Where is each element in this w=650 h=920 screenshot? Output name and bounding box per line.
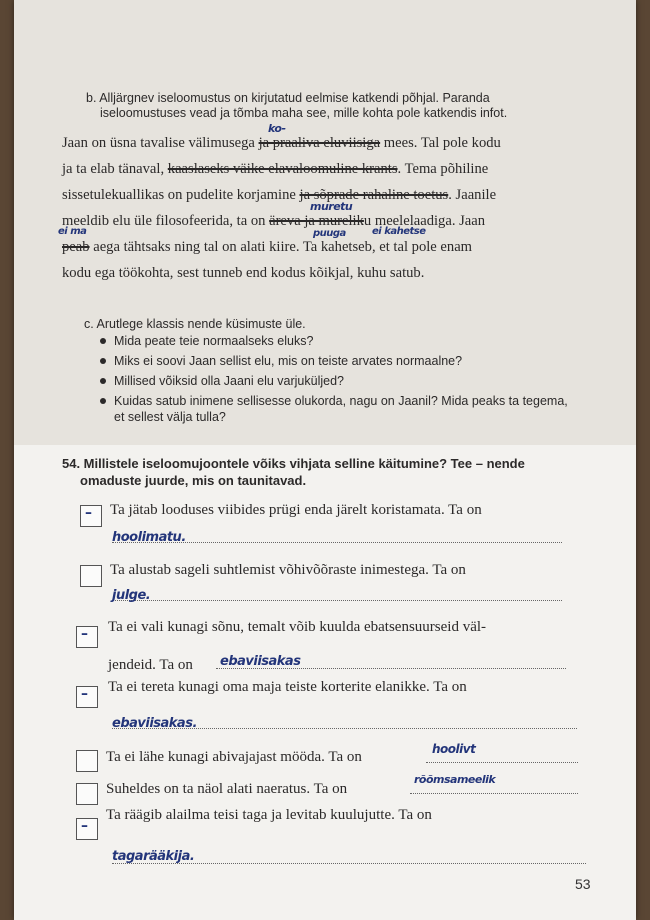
text-segment: meeldib elu üle filosofeerida, ta on	[62, 213, 266, 229]
handwritten-answer[interactable]: hoolivt	[432, 742, 476, 756]
dash-mark: –	[81, 626, 88, 642]
handwritten-edit: ei kahetse	[372, 226, 426, 237]
section-b-line1: b. Alljärgnev iseloomustus on kirjutatud eelmise katkendi põhjal. Paranda	[86, 91, 490, 105]
handwritten-answer[interactable]: tagarääkija.	[112, 849, 195, 864]
text-segment: Jaan on üsna tavalise välimusega	[62, 135, 255, 151]
handwritten-edit: puuga	[313, 228, 346, 239]
answer-line	[410, 793, 578, 794]
struck-text: äreva ja murelik	[269, 213, 364, 229]
section-c-title: c. Arutlege klassis nende küsimuste üle.	[84, 317, 306, 331]
text-segment: sissetulekuallikas on pudelite korjamine	[62, 187, 296, 203]
text-segment: u meelelaadiga. Jaan	[363, 213, 486, 229]
answer-checkbox[interactable]	[76, 750, 98, 772]
struck-text: kaaslaseks väike elavaloomuline krants	[167, 161, 398, 177]
answer-checkbox[interactable]	[76, 783, 98, 805]
handwritten-answer[interactable]: hoolimatu.	[112, 530, 186, 545]
section-b-line2: iseloomustuses vead ja tõmba maha see, mille kohta pole katkendis infot.	[100, 106, 508, 120]
text-segment: mees. Tal pole kodu	[383, 135, 501, 151]
handwritten-edit: ei ma	[58, 226, 87, 237]
exercise-sentence: Ta räägib alailma teisi taga ja levitab kuulujutte. Ta on	[106, 807, 432, 823]
answer-checkbox[interactable]	[76, 818, 98, 840]
text-segment: ja ta elab tänaval,	[62, 161, 165, 177]
exercise-sentence: Ta ei lähe kunagi abivajajast mööda. Ta on	[106, 749, 362, 765]
section-b-instructions	[86, 91, 546, 121]
exercise-sentence: Ta alustab sageli suhtlemist võhivõõraste inimestega. Ta on	[110, 562, 466, 578]
text-line-6	[62, 265, 424, 282]
struck-text: ja sõprade rahaline toetus	[299, 187, 449, 203]
text-line-3	[62, 187, 496, 204]
handwritten-answer[interactable]: rõõmsameelik	[414, 773, 496, 786]
exercise-sentence: Suheldes on ta näol alati naeratus. Ta on	[106, 781, 348, 797]
exercise-54-title	[62, 455, 572, 489]
text-segment: aega tähtsaks ning tal on alati kiire. Ta kahetseb, et tal pole enam	[89, 239, 473, 255]
discussion-questions	[100, 333, 570, 429]
exercise-title-line1: 54. Millistele iseloomujoontele võiks vihjata selline käitumine? Tee – nende	[62, 456, 525, 471]
handwritten-answer[interactable]: ebaviisakas	[220, 654, 301, 669]
list-item: Miks ei soovi Jaan sellist elu, mis on teiste arvates normaalne?	[100, 353, 570, 369]
handwritten-edit: ko-	[268, 122, 286, 135]
exercise-sentence: Ta ei vali kunagi sõnu, temalt võib kuulda ebatsensuurseid väl-	[108, 619, 487, 635]
exercise-title-line2: omaduste juurde, mis on taunitavad.	[80, 473, 307, 488]
list-item: Millised võiksid olla Jaani elu varjuküljed?	[100, 373, 570, 389]
struck-text: peab	[62, 239, 90, 255]
answer-line	[112, 600, 562, 601]
dash-mark: –	[81, 686, 88, 702]
list-item: Kuidas satub inimene sellisesse olukorda, nagu on Jaanil? Mida peaks ta tegema, et sellest välja tulla?	[100, 393, 570, 425]
answer-checkbox[interactable]	[76, 686, 98, 708]
text-line-1	[62, 135, 501, 152]
handwritten-edit: muretu	[310, 200, 353, 213]
list-item: Mida peate teie normaalseks eluks?	[100, 333, 570, 349]
exercise-sentence: Ta ei tereta kunagi oma maja teiste korterite elanikke. Ta on	[108, 679, 467, 695]
page-number: 53	[575, 876, 591, 892]
answer-checkbox[interactable]	[76, 626, 98, 648]
text-segment: kodu ega töökohta, sest tunneb end kodus kõikjal, kuhu satub.	[62, 265, 425, 281]
dash-mark: –	[85, 505, 92, 521]
answer-checkbox[interactable]	[80, 505, 102, 527]
struck-text: ja praaliva eluviisiga	[258, 135, 381, 151]
answer-line	[426, 762, 578, 763]
handwritten-answer[interactable]: julge.	[112, 588, 151, 603]
handwritten-answer[interactable]: ebaviisakas.	[112, 716, 197, 731]
text-line-5	[62, 239, 472, 256]
exercise-sentence-cont: jendeid. Ta on	[108, 657, 193, 673]
answer-checkbox[interactable]	[80, 565, 102, 587]
text-segment: . Jaanile	[448, 187, 497, 203]
exercise-sentence: Ta jätab looduses viibides prügi enda järelt koristamata. Ta on	[110, 502, 482, 518]
dash-mark: –	[81, 818, 88, 834]
text-line-2	[62, 161, 488, 178]
text-segment: . Tema põhiline	[397, 161, 489, 177]
